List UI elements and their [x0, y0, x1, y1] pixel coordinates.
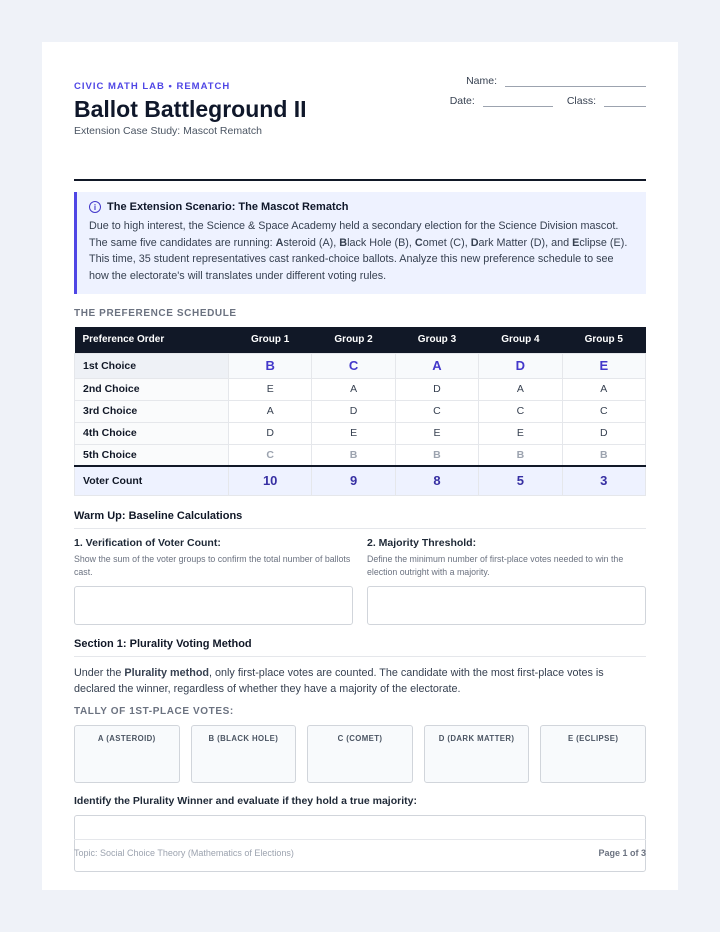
table-cell: A [395, 353, 478, 378]
table-cell: B [395, 444, 478, 466]
table-cell: C [395, 400, 478, 422]
tally-box-a[interactable]: A (ASTEROID) [74, 725, 180, 783]
page-title: Ballot Battleground II [74, 96, 307, 122]
table-cell: D [229, 422, 312, 444]
plurality-section [74, 638, 646, 872]
column-header: Group 1 [229, 327, 312, 353]
callout-text [89, 218, 634, 284]
table-row [75, 378, 646, 400]
tally-label: TALLY OF 1ST-PLACE VOTES: [74, 705, 234, 717]
question-title: 1. Verification of Voter Count: [74, 536, 221, 549]
column-header: Group 2 [312, 327, 395, 353]
question-description: Show the sum of the voter groups to confirm the total number of ballots cast. [74, 553, 351, 577]
page-number: Page 1 of 3 [598, 848, 646, 858]
class-label: Class: [566, 95, 596, 107]
tally-box-c[interactable]: C (COMET) [307, 725, 413, 783]
table-cell: E [395, 422, 478, 444]
identify-prompt: Identify the Plurality Winner and evaluate if they hold a true majority: [74, 794, 417, 807]
info-icon: i [89, 201, 101, 213]
preference-table [74, 327, 646, 496]
callout-line: Due to high interest, the Science & Space Academy held a secondary election for the Science Division mascot. [89, 220, 619, 232]
column-header: Group 3 [395, 327, 478, 353]
table-cell: E [479, 422, 562, 444]
table-cell: C [312, 353, 395, 378]
voter-count-answer-box[interactable] [74, 586, 353, 625]
question-title: 2. Majority Threshold: [367, 536, 477, 549]
table-row [75, 353, 646, 378]
question-description: Define the minimum number of first-place votes needed to win the election outright with a majority. [367, 553, 624, 577]
warmup-section [74, 510, 646, 625]
table-cell: E [562, 353, 645, 378]
majority-threshold-answer-box[interactable] [367, 586, 646, 625]
count-cell: 8 [395, 466, 478, 495]
row-label: 2nd Choice [75, 378, 229, 400]
table-cell: A [229, 400, 312, 422]
callout-line: how the electorate's will translates under different voting rules. [89, 269, 387, 282]
table-cell: D [395, 378, 478, 400]
table-cell: D [312, 400, 395, 422]
tally-box-d[interactable]: D (DARK MATTER) [424, 725, 530, 783]
table-row [75, 400, 646, 422]
table-cell: D [562, 422, 645, 444]
table-row [75, 444, 646, 466]
table-cell: C [562, 400, 645, 422]
row-label: 3rd Choice [75, 400, 229, 422]
table-cell: B [562, 444, 645, 466]
row-label: 4th Choice [75, 422, 229, 444]
table-cell: B [479, 444, 562, 466]
table-cell: C [229, 444, 312, 466]
column-header: Preference Order [75, 327, 229, 353]
table-cell: E [312, 422, 395, 444]
tally-box-e[interactable]: E (ECLIPSE) [540, 725, 646, 783]
kicker: CIVIC MATH LAB • REMATCH [74, 81, 231, 92]
count-cell: 9 [312, 466, 395, 495]
voter-count-row [75, 466, 646, 495]
question-2 [367, 537, 646, 625]
count-cell: 5 [479, 466, 562, 495]
warmup-heading: Warm Up: Baseline Calculations [74, 510, 646, 529]
scenario-callout [74, 192, 646, 294]
table-cell: B [229, 353, 312, 378]
table-cell: B [312, 444, 395, 466]
table-cell: A [312, 378, 395, 400]
callout-line: This time, 35 student representatives cast ranked-choice ballots. Analyze this new preference schedule to see [89, 253, 614, 265]
count-cell: 10 [229, 466, 312, 495]
plurality-explanation: Under the Plurality method, only first-place votes are counted. The candidate with the most first-place votes is declared the winner, regardless of whether they have a majority of the electorate. [74, 666, 604, 695]
page-subtitle: Extension Case Study: Mascot Rematch [74, 125, 262, 137]
callout-line: The same five candidates are running: Asteroid (A), Black Hole (B), Comet (C), Dark Matter (D), and Eclipse (E). [89, 236, 628, 249]
tally-box-b[interactable]: B (BLACK HOLE) [191, 725, 297, 783]
worksheet-header [74, 75, 646, 181]
section-heading: Section 1: Plurality Voting Method [74, 638, 646, 657]
date-label: Date: [449, 95, 475, 107]
table-cell: A [562, 378, 645, 400]
table-cell: E [229, 378, 312, 400]
callout-title: The Extension Scenario: The Mascot Rematch [107, 201, 349, 213]
name-label: Name: [466, 75, 497, 87]
date-class-row [450, 95, 646, 107]
table-cell: A [479, 378, 562, 400]
name-line[interactable] [505, 75, 646, 87]
question-1 [74, 537, 353, 625]
page-footer [74, 839, 646, 858]
table-header-row [75, 327, 646, 353]
worksheet-page [42, 42, 678, 890]
column-header: Group 4 [479, 327, 562, 353]
class-line[interactable] [604, 95, 646, 107]
column-header: Group 5 [562, 327, 645, 353]
date-line[interactable] [483, 95, 553, 107]
table-cell: D [479, 353, 562, 378]
tally-boxes [74, 725, 646, 783]
footer-topic: Topic: Social Choice Theory (Mathematics of Elections) [74, 848, 294, 858]
schedule-label: THE PREFERENCE SCHEDULE [74, 308, 237, 319]
row-label: Voter Count [75, 466, 229, 495]
table-row [75, 422, 646, 444]
row-label: 5th Choice [75, 444, 229, 466]
name-field[interactable] [466, 75, 646, 87]
count-cell: 3 [562, 466, 645, 495]
table-cell: C [479, 400, 562, 422]
row-label: 1st Choice [75, 353, 229, 378]
